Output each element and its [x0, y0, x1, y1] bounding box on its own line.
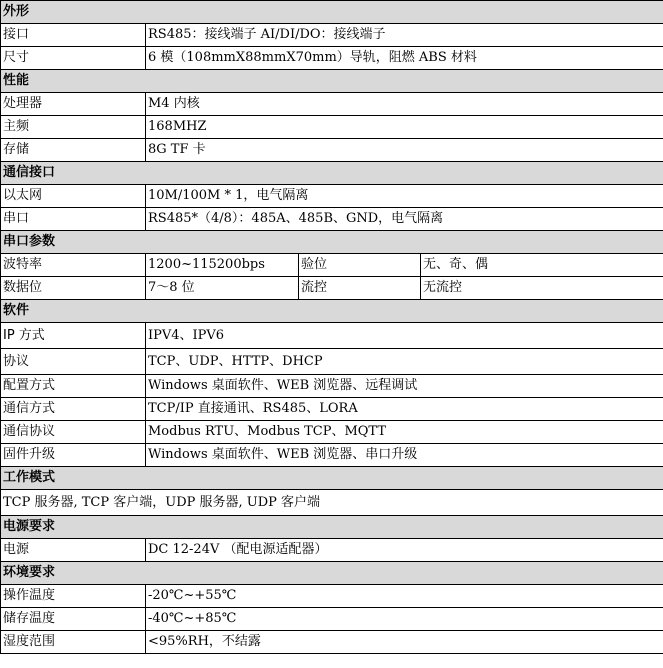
- table-row: [1, 375, 663, 398]
- row-label: 处理器: [1, 93, 146, 116]
- section-title: 环境要求: [1, 562, 663, 585]
- row-label: 以太网: [1, 185, 146, 208]
- row-value: RS485：接线端子 AI/DI/DO：接线端子: [146, 24, 663, 47]
- row-value: TCP/IP 直接通讯、RS485、LORA: [146, 398, 663, 421]
- row-label: 存储: [1, 139, 146, 162]
- row-value: 无流控: [421, 277, 663, 300]
- row-label: 数据位: [1, 277, 146, 300]
- section-work-mode: [1, 467, 663, 490]
- row-label: 电源: [1, 539, 146, 562]
- table-row: [1, 539, 663, 562]
- row-label: 储存温度: [1, 608, 146, 631]
- row-label: 湿度范围: [1, 631, 146, 654]
- row-label: IP 方式: [1, 323, 146, 349]
- row-value: TCP、UDP、HTTP、DHCP: [146, 349, 663, 375]
- row-value: Modbus RTU、Modbus TCP、MQTT: [146, 421, 663, 444]
- row-label: 操作温度: [1, 585, 146, 608]
- table-row: [1, 608, 663, 631]
- section-title: 性能: [1, 70, 663, 93]
- row-value: 无、奇、偶: [421, 254, 663, 277]
- row-value: IPV4、IPV6: [146, 323, 663, 349]
- row-value: -40℃~+85℃: [146, 608, 663, 631]
- row-value: 8G TF 卡: [146, 139, 663, 162]
- table-row: [1, 444, 663, 467]
- section-serial-params: [1, 231, 663, 254]
- section-software: [1, 300, 663, 323]
- table-row: [1, 277, 663, 300]
- table-row: [1, 116, 663, 139]
- row-label: 协议: [1, 349, 146, 375]
- section-title: 通信接口: [1, 162, 663, 185]
- section-power: [1, 516, 663, 539]
- table-row: [1, 631, 663, 654]
- table-row: [1, 323, 663, 349]
- row-value: 7～8 位: [146, 277, 299, 300]
- section-title: 外形: [1, 1, 663, 24]
- section-performance: [1, 70, 663, 93]
- table-row: [1, 254, 663, 277]
- section-title: 工作模式: [1, 467, 663, 490]
- table-row: [1, 208, 663, 231]
- row-value: RS485*（4/8）：485A、485B、GND，电气隔离: [146, 208, 663, 231]
- table-row: [1, 24, 663, 47]
- row-label: 流控: [299, 277, 421, 300]
- section-environment: [1, 562, 663, 585]
- row-value: -20℃~+55℃: [146, 585, 663, 608]
- row-value: Windows 桌面软件、WEB 浏览器、串口升级: [146, 444, 663, 467]
- row-label: 验位: [299, 254, 421, 277]
- table-row: [1, 139, 663, 162]
- section-title: 软件: [1, 300, 663, 323]
- row-value: 6 模（108mmX88mmX70mm）导轨，阻燃 ABS 材料: [146, 47, 663, 70]
- row-value: 168MHZ: [146, 116, 663, 139]
- table-row: [1, 490, 663, 516]
- row-value: M4 内核: [146, 93, 663, 116]
- table-row: [1, 349, 663, 375]
- table-row: [1, 585, 663, 608]
- row-label: 配置方式: [1, 375, 146, 398]
- row-value: 10M/100M * 1，电气隔离: [146, 185, 663, 208]
- row-label: 通信方式: [1, 398, 146, 421]
- table-row: [1, 93, 663, 116]
- table-row: [1, 185, 663, 208]
- row-label: 通信协议: [1, 421, 146, 444]
- row-label: 波特率: [1, 254, 146, 277]
- row-value: DC 12-24V （配电源适配器）: [146, 539, 663, 562]
- row-value: <95%RH，不结露: [146, 631, 663, 654]
- row-label: 串口: [1, 208, 146, 231]
- row-label: 接口: [1, 24, 146, 47]
- section-title: 串口参数: [1, 231, 663, 254]
- row-value: TCP 服务器, TCP 客户端，UDP 服务器, UDP 客户端: [1, 490, 663, 516]
- row-value: 1200~115200bps: [146, 254, 299, 277]
- row-label: 尺寸: [1, 47, 146, 70]
- row-label: 固件升级: [1, 444, 146, 467]
- section-title: 电源要求: [1, 516, 663, 539]
- section-comm: [1, 162, 663, 185]
- table-row: [1, 421, 663, 444]
- table-row: [1, 47, 663, 70]
- row-label: 主频: [1, 116, 146, 139]
- section-appearance: [1, 1, 663, 24]
- row-value: Windows 桌面软件、WEB 浏览器、远程调试: [146, 375, 663, 398]
- table-row: [1, 398, 663, 421]
